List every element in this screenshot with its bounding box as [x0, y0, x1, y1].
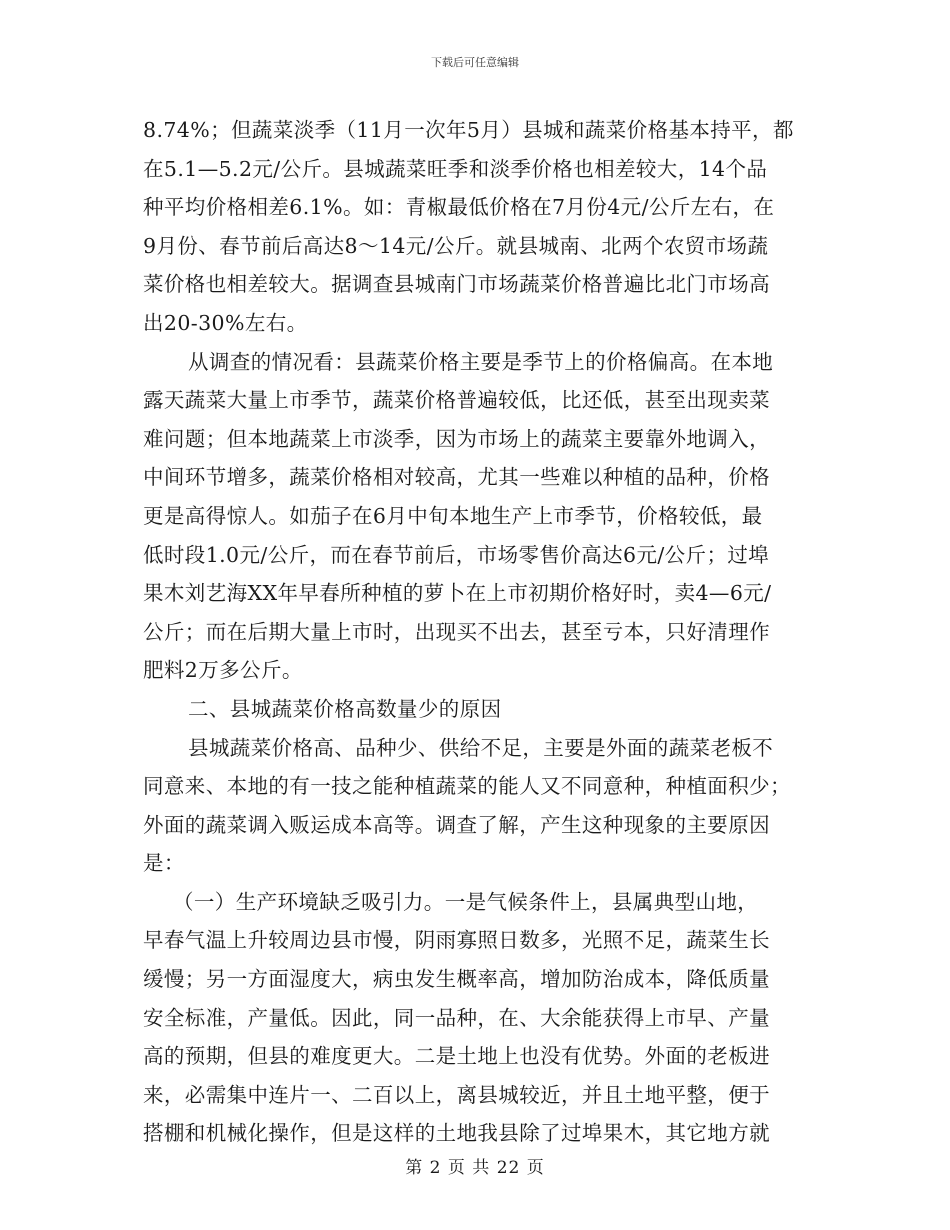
- text-line: 更是高得惊人。如茄子在6月中旬本地生产上市季节，价格较低，最: [143, 503, 763, 528]
- paragraph-first-line: 从调查的情况看：县蔬菜价格主要是季节上的价格偏高。在本地: [188, 349, 774, 374]
- document-body: [143, 111, 823, 1153]
- section-heading: 二、县城蔬菜价格高数量少的原因: [188, 696, 502, 721]
- text-line: 菜价格也相差较大。据调查县城南门市场蔬菜价格普遍比北门市场高: [143, 272, 770, 297]
- paragraph-first-line: （一）生产环境缺乏吸引力。一是气候条件上，县属典型山地，: [173, 889, 759, 914]
- text-line: 搭棚和机械化操作，但是这样的土地我县除了过埠果木，其它地方就: [143, 1121, 770, 1146]
- text-line: 种平均价格相差6.1%。如：青椒最低价格在7月份4元/公斤左右，在: [143, 195, 775, 220]
- text-line: 外面的蔬菜调入贩运成本高等。调查了解，产生这种现象的主要原因: [143, 812, 770, 837]
- text-line: 高的预期，但县的难度更大。二是土地上也没有优势。外面的老板进: [143, 1044, 770, 1069]
- page-number: 第 2 页 共 22 页: [405, 1158, 545, 1178]
- text-line: 缓慢；另一方面湿度大，病虫发生概率高，增加防治成本，降低质量: [143, 967, 770, 992]
- text-line: 低时段1.0元/公斤，而在春节前后，市场零售价高达6元/公斤；过埠: [143, 542, 770, 567]
- text-line: 公斤；而在后期大量上市时，出现买不出去，甚至亏本，只好清理作: [143, 619, 770, 644]
- text-line: 是：: [143, 851, 185, 876]
- text-line: 来，必需集中连片一、二百以上，离县城较近，并且土地平整，便于: [143, 1082, 770, 1107]
- text-line: 露天蔬菜大量上市季节，蔬菜价格普遍较低，比还低，甚至出现卖菜: [143, 388, 770, 413]
- text-line: 同意来、本地的有一技之能种植蔬菜的能人又不同意种，种植面积少；: [143, 774, 791, 799]
- text-line: 早春气温上升较周边县市慢，阴雨寡照日数多，光照不足，蔬菜生长: [143, 928, 770, 953]
- text-line: 8.74%；但蔬菜淡季（11月一次年5月）县城和蔬菜价格基本持平，都: [143, 118, 794, 142]
- page-header: 下载后可任意编辑: [431, 56, 519, 69]
- text-line: 安全标准，产量低。因此，同一品种，在、大余能获得上市早、产量: [143, 1005, 770, 1030]
- text-line: 难问题；但本地蔬菜上市淡季，因为市场上的蔬菜主要靠外地调入，: [143, 426, 770, 451]
- text-line: 9月份、春节前后高达8～14元/公斤。就县城南、北两个农贸市场蔬: [143, 233, 769, 258]
- paragraph-first-line: 县城蔬菜价格高、品种少、供给不足，主要是外面的蔬菜老板不: [188, 735, 774, 760]
- text-line: 在5.1—5.2元/公斤。县城蔬菜旺季和淡季价格也相差较大，14个品: [143, 156, 768, 181]
- text-line: 中间环节增多，蔬菜价格相对较高，尤其一些难以种植的品种，价格: [143, 465, 770, 490]
- text-line: 果木刘艺海XX年早春所种植的萝卜在上市初期价格好时，卖4—6元/: [143, 581, 772, 606]
- text-line: 出20-30%左右。: [143, 310, 308, 335]
- text-line: 肥料2万多公斤。: [143, 658, 303, 683]
